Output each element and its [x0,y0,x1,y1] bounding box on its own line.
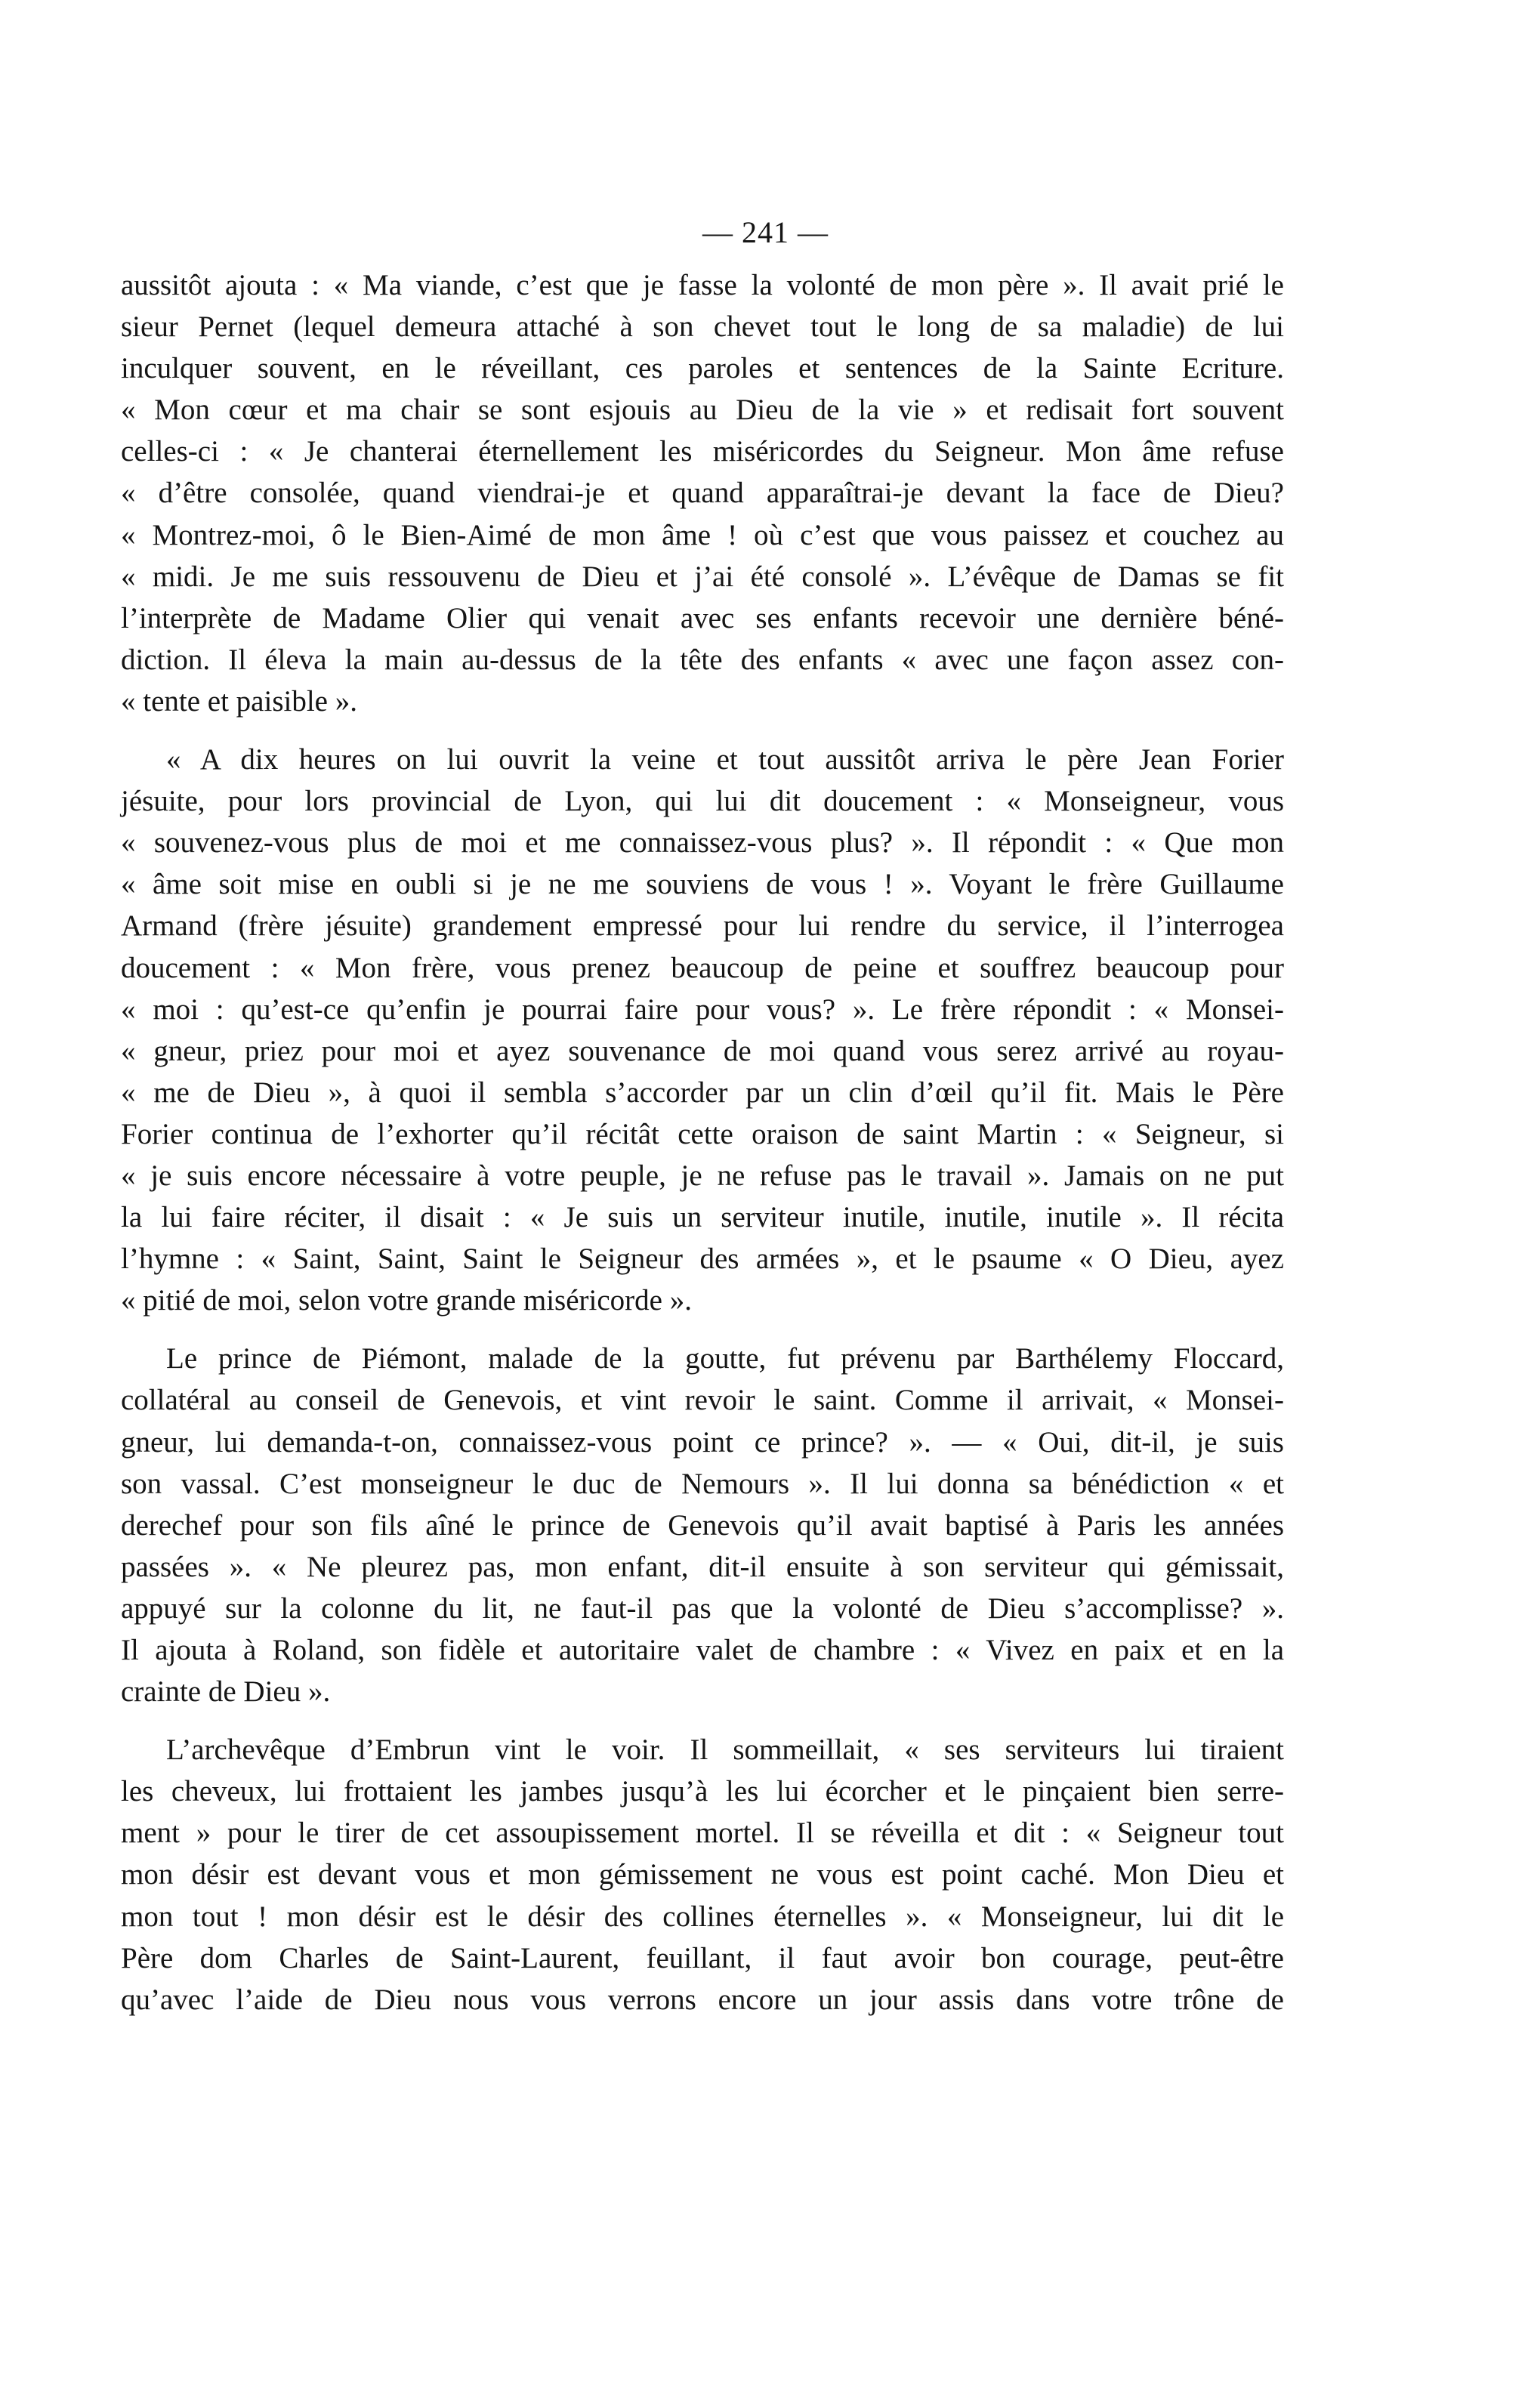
text-line: Armand (frère jésuite) grandement empressé pour lui rendre du service, il l’interrogea [121,909,1284,943]
text-line: « d’être consolée, quand viendrai-je et quand apparaîtrai-je devant la face de Dieu? [121,477,1284,510]
text-line: les cheveux, lui frottaient les jambes jusqu’à les lui écorcher et le pinçaient bien serre- [121,1775,1284,1808]
text-line: derechef pour son fils aîné le prince de Genevois qu’il avait baptisé à Paris les années [121,1508,1284,1542]
text-line: qu’avec l’aide de Dieu nous vous verrons encore un jour assis dans votre trône de [121,1983,1284,2016]
text-line: « Mon cœur et ma chair se sont esjouis au Dieu de la vie » et redisait fort souvent [121,394,1284,427]
text-line: « pitié de moi, selon votre grande miséricorde ». [121,1284,692,1317]
text-line: jésuite, pour lors provincial de Lyon, qui lui dit doucement : « Monseigneur, vous [121,785,1284,818]
text-line: crainte de Dieu ». [121,1675,331,1709]
text-line: Le prince de Piémont, malade de la goutte, fut prévenu par Barthélemy Floccard, [166,1342,1284,1375]
text-line: la lui faire réciter, il disait : « Je suis un serviteur inutile, inutile, inutile ». Il récita [121,1201,1284,1234]
text-line: « tente et paisible ». [121,684,357,718]
text-line: celles-ci : « Je chanterai éternellement les miséricordes du Seigneur. Mon âme refuse [121,435,1284,468]
text-line: Forier continua de l’exhorter qu’il récitât cette oraison de saint Martin : « Seigneur, si [121,1117,1284,1150]
text-line: « gneur, priez pour moi et ayez souvenance de moi quand vous serez arrivé au royau- [121,1034,1284,1067]
text-line: mon tout ! mon désir est le désir des collines éternelles ». « Monseigneur, lui dit le [121,1900,1284,1933]
text-line: Il ajouta à Roland, son fidèle et autoritaire valet de chambre : « Vivez en paix et en la [121,1634,1284,1666]
text-line: « je suis encore nécessaire à votre peuple, je ne refuse pas le travail ». Jamais on ne put [121,1159,1284,1192]
text-line: aussitôt ajouta : « Ma viande, c’est que je fasse la volonté de mon père ». Il avait prié le [121,269,1284,301]
text-line: « A dix heures on lui ouvrit la veine et tout aussitôt arriva le père Jean Forier [166,743,1284,776]
paragraph-3 [121,1338,1284,1712]
text-line: diction. Il éleva la main au-dessus de la tête des enfants « avec une façon assez con- [121,643,1284,676]
text-line: passées ». « Ne pleurez pas, mon enfant, dit-il ensuite à son serviteur qui gémissait, [121,1550,1284,1583]
text-line: gneur, lui demanda-t-on, connaissez-vous point ce prince? ». — « Oui, dit-il, je suis [121,1425,1284,1459]
paragraph-1 [121,264,1284,722]
text-line: sieur Pernet (lequel demeura attaché à son chevet tout le long de sa maladie) de lui [121,310,1284,344]
text-line: ment » pour le tirer de cet assoupissement mortel. Il se réveilla et dit : « Seigneur tout [121,1817,1284,1850]
text-line: « âme soit mise en oubli si je ne me souviens de vous ! ». Voyant le frère Guillaume [121,868,1284,901]
paragraph-4 [121,1729,1284,2021]
text-line: appuyé sur la colonne du lit, ne faut-il pas que la volonté de Dieu s’accomplisse? ». [121,1591,1284,1625]
text-line: « midi. Je me suis ressouvenu de Dieu et j’ai été consolé ». L’évêque de Damas se fit [121,560,1284,593]
text-line: mon désir est devant vous et mon gémissement ne vous est point caché. Mon Dieu et [121,1858,1284,1891]
text-line: « me de Dieu », à quoi il sembla s’accorder par un clin d’œil qu’il fit. Mais le Père [121,1076,1284,1109]
text-line: « Montrez-moi, ô le Bien-Aimé de mon âme ! où c’est que vous paissez et couchez au [121,518,1284,551]
text-line: « moi : qu’est-ce qu’enfin je pourrai faire pour vous? ». Le frère répondit : « Monsei- [121,993,1284,1026]
paragraph-2 [121,739,1284,1321]
text-line: l’interprète de Madame Olier qui venait avec ses enfants recevoir une dernière béné- [121,601,1284,634]
text-line: doucement : « Mon frère, vous prenez beaucoup de peine et souffrez beaucoup pour [121,951,1284,984]
text-line: son vassal. C’est monseigneur le duc de Nemours ». Il lui donna sa bénédiction « et [121,1467,1284,1500]
text-line: inculquer souvent, en le réveillant, ces paroles et sentences de la Sainte Ecriture. [121,352,1284,385]
text-line: Père dom Charles de Saint-Laurent, feuillant, il faut avoir bon courage, peut-être [121,1941,1284,1974]
text-line: collatéral au conseil de Genevois, et vint revoir le saint. Comme il arrivait, « Monsei- [121,1384,1284,1417]
text-line: l’hymne : « Saint, Saint, Saint le Seigneur des armées », et le psaume « O Dieu, ayez [121,1243,1284,1276]
text-line: L’archevêque d’Embrun vint le voir. Il sommeillait, « ses serviteurs lui tiraient [166,1733,1284,1767]
body-text [121,264,1284,2021]
page-number: — 241 — [702,215,829,249]
text-line: « souvenez-vous plus de moi et me connaissez-vous plus? ». Il répondit : « Que mon [121,826,1284,860]
